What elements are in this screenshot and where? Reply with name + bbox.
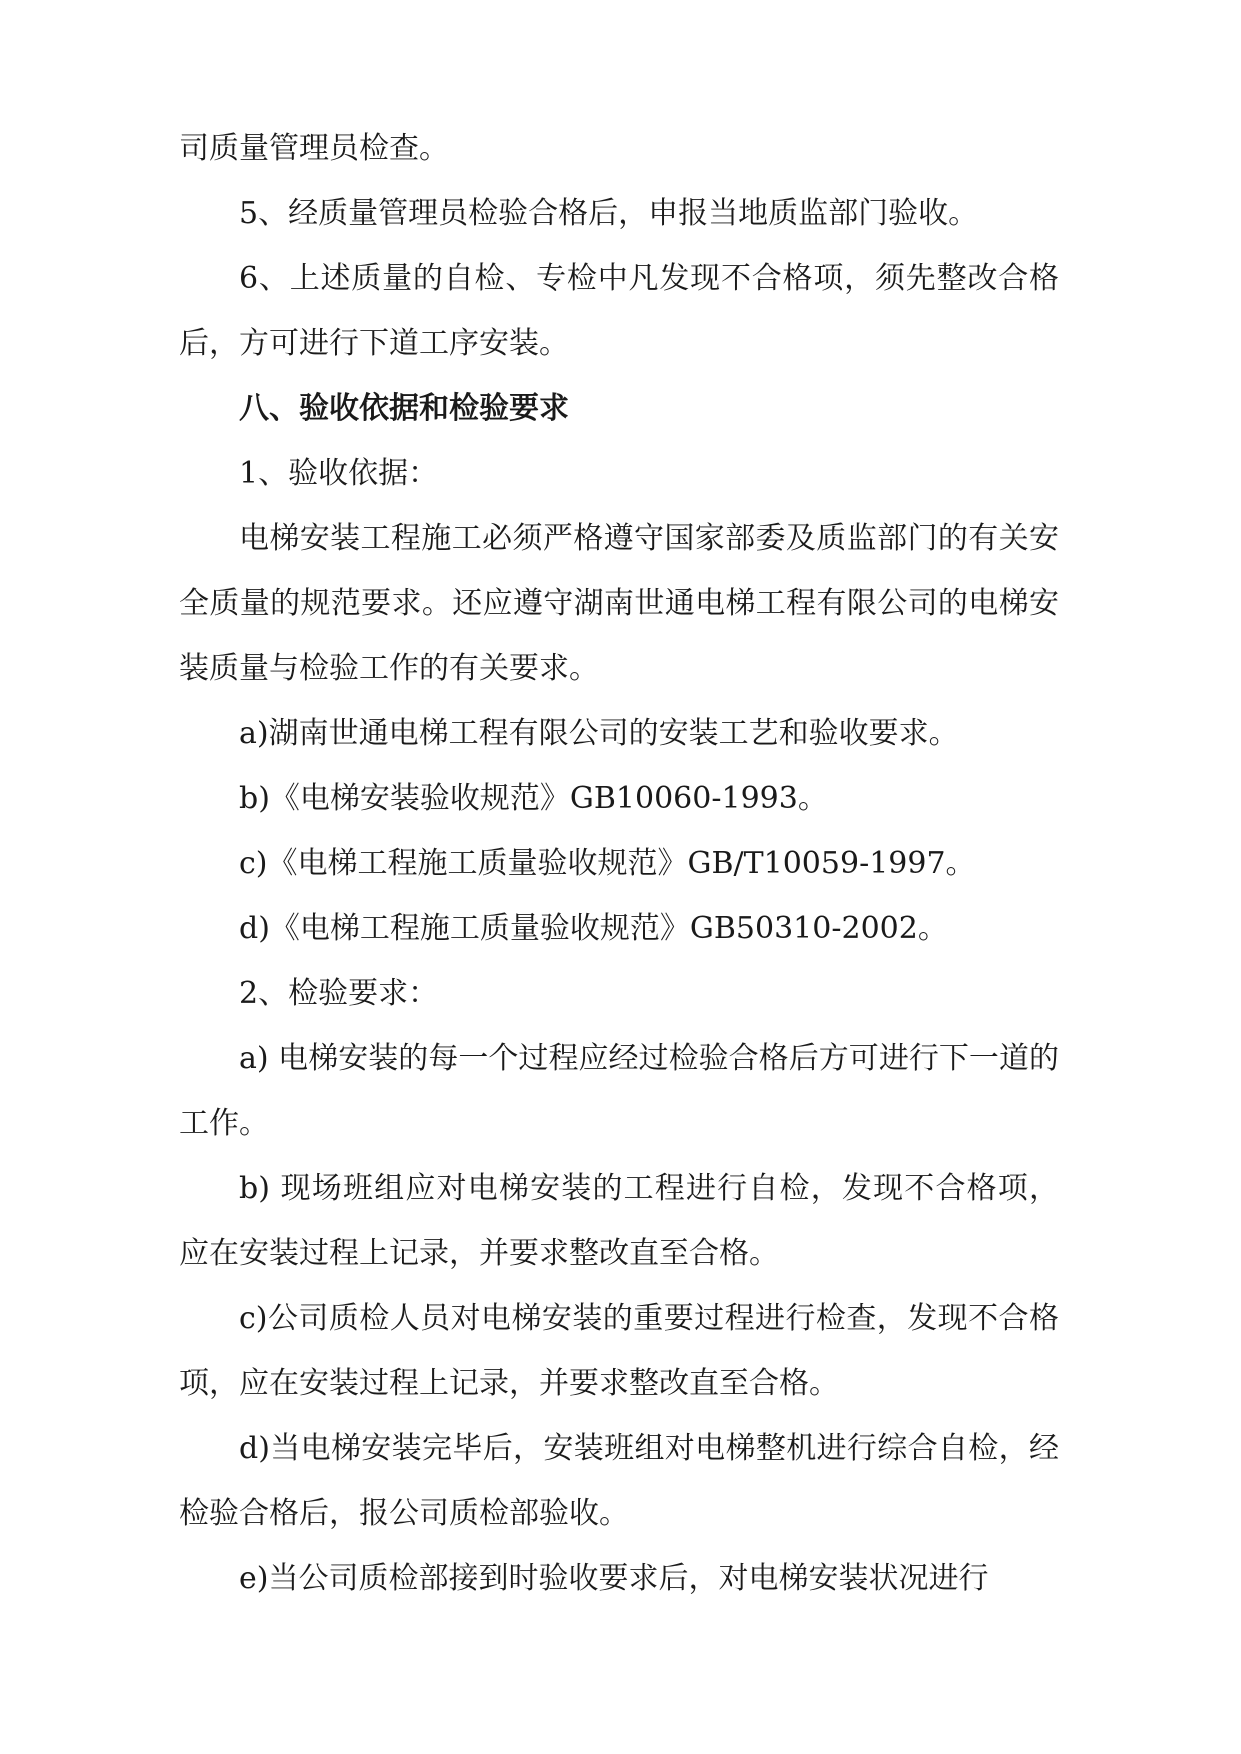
list-item-requirement-c: c)公司质检人员对电梯安装的重要过程进行检查，发现不合格项，应在安装过程上记录，并要求整改直至合格。: [179, 1301, 1059, 1401]
paragraph-acceptance-basis: 电梯安装工程施工必须严格遵守国家部委及质监部门的有关安全质量的规范要求。还应遵守湖南世通电梯工程有限公司的电梯安装质量与检验工作的有关要求。: [179, 521, 1059, 686]
paragraph-item-5: 5、经质量管理员检验合格后，申报当地质监部门验收。: [239, 196, 979, 231]
subsection-heading-inspection-requirements: 2、检验要求：: [239, 976, 439, 1011]
subsection-heading-acceptance-basis: 1、验收依据：: [239, 456, 439, 491]
list-item-basis-c: c)《电梯工程施工质量验收规范》GB/T10059-1997。: [239, 846, 976, 881]
list-item-requirement-b: b) 现场班组应对电梯安装的工程进行自检，发现不合格项，应在安装过程上记录，并要求整改直至合格。: [179, 1171, 1059, 1271]
list-item-requirement-e: e)当公司质检部接到时验收要求后，对电梯安装状况进行: [239, 1561, 989, 1596]
document-body: [179, 116, 1059, 1611]
section-heading: 八、验收依据和检验要求: [239, 391, 569, 426]
list-item-requirement-a: a) 电梯安装的每一个过程应经过检验合格后方可进行下一道的工作。: [179, 1041, 1059, 1141]
list-item-basis-b: b)《电梯安装验收规范》GB10060-1993。: [239, 781, 828, 816]
paragraph-continuation: 司质量管理员检查。: [179, 131, 449, 166]
list-item-requirement-d: d)当电梯安装完毕后，安装班组对电梯整机进行综合自检，经检验合格后，报公司质检部验收。: [179, 1431, 1059, 1531]
list-item-basis-d: d)《电梯工程施工质量验收规范》GB50310-2002。: [239, 911, 948, 946]
list-item-basis-a: a)湖南世通电梯工程有限公司的安装工艺和验收要求。: [239, 716, 959, 751]
paragraph-item-6: 6、上述质量的自检、专检中凡发现不合格项，须先整改合格后，方可进行下道工序安装。: [179, 261, 1059, 361]
